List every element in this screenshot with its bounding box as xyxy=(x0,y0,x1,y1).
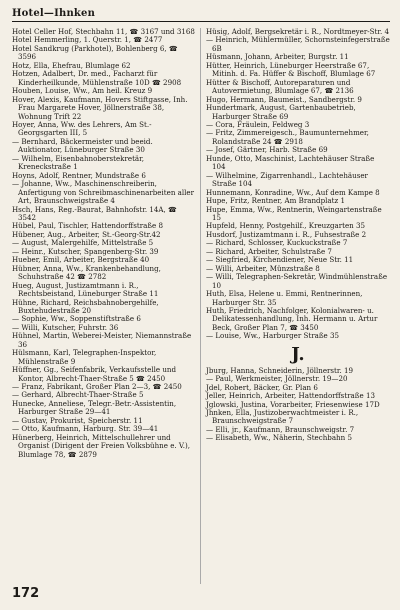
directory-entry: Hübner, Anna, Ww., Krankenbehandlung, Schuhstraße 42 ☎ 2782 xyxy=(12,263,161,282)
directory-entry: — Fritz, Zimmereigesch., Baumunternehmer, Rolandstraße 24 ☎ 2918 xyxy=(206,128,369,146)
directory-entry: Huth, Elsa, Helene u. Emmi, Rentnerinnen, Harburger Str. 35 xyxy=(206,289,363,307)
directory-entry: Hühne, Richard, Reichsbahnobergehilfe, Buxtehudestraße 20 xyxy=(12,297,159,315)
directory-entry: Hotz, Ella, Ehefrau, Blumlage 62 xyxy=(12,60,131,70)
column-divider xyxy=(200,28,201,584)
directory-entry: Houben, Louise, Ww., Am heil. Kreuz 9 xyxy=(12,86,153,96)
directory-entry: Hütter, Heinrich, Lüneburger Heerstraße 67, Mitinh. d. Fa. Hüffer & Bischoff, Blumlage 67 xyxy=(206,60,376,79)
directory-entry: Hüsmann, Johann, Arbeiter, Burgstr. 11 xyxy=(206,52,349,62)
directory-entry: Husdorf, Justizamtmann i. R., Fuhsestraße 2 xyxy=(206,229,367,239)
directory-entry: Hupfeld, Henny, Postgehilf., Kreuzgarten 35 xyxy=(206,221,366,231)
directory-entry: Jglowski, Justina, Vorarbeiter, Friesenwiese 17D xyxy=(206,399,380,409)
directory-entry: Hupe, Fritz, Rentner, Am Brandplatz 1 xyxy=(206,196,345,206)
directory-entry: Jdel, Robert, Bäcker, Gr. Plan 6 xyxy=(206,382,318,392)
directory-entry: — Willi, Kutscher, Fuhrstr. 36 xyxy=(12,322,119,332)
directory-entry: Hoyer, Anna, Ww. des Lehrers, Am St.-Georgsgarten III, 5 xyxy=(12,119,152,138)
directory-entry: Hoyns, Adolf, Rentner, Mundstraße 6 xyxy=(12,170,146,180)
directory-entry: — Willi, Telegraphen-Sekretär, Windmühlenstraße 10 xyxy=(206,272,388,290)
directory-entry: Hunecke, Anneliese, Telegr.-Betr.-Assistentin, Harburger Straße 29—41 xyxy=(12,398,177,417)
directory-entry: — Siegfried, Kirchendiener, Neue Str. 11 xyxy=(206,255,354,265)
directory-entry: Hupe, Emma, Ww., Rentnerin, Weingartenstraße 15 xyxy=(206,204,382,222)
directory-entry: — Sophie, Ww., Soppenstiftstraße 6 xyxy=(12,314,141,324)
directory-entry: Jeller, Heinrich, Arbeiter, Hattendorffstraße 13 xyxy=(206,391,375,401)
directory-entry: Hütter & Bischoff, Autoreparaturen und Autovermietung, Blumlage 67, ☎ 2136 xyxy=(206,77,354,96)
directory-entry: — Willi, Arbeiter, Münzstraße 8 xyxy=(206,263,320,273)
directory-entry: Hülsmann, Karl, Telegraphen-Inspektor, Mühlenstraße 9 xyxy=(12,348,157,366)
directory-entry: — Wilhelmine, Zigarrenhandl., Lachtehäuser Straße 104 xyxy=(206,170,368,189)
directory-entry: — Heinrich, Mühlermüller, Schornsteinfegerstraße 6B xyxy=(206,35,390,53)
directory-entry: Hunde, Otto, Maschinist, Lachtehäuser Straße 104 xyxy=(206,153,375,172)
directory-entry: — Bernhard, Bäckermeister und beeid. Auktionator, Lüneburger Straße 30 xyxy=(12,136,153,155)
directory-entry: Hugo, Hermann, Baumeist., Sandbergstr. 9 xyxy=(206,94,362,104)
left-column xyxy=(12,28,196,459)
directory-entry: — Paul, Werkmeister, Jöllnerstr. 19—20 xyxy=(206,374,348,384)
right-column-j-entries xyxy=(206,367,390,443)
directory-entry: Hünerberg, Heinrich, Mittelschullehrer und Organist (Dirigent der Freien Volksbühne e. V.), Blumlage 78, ☎ 2879 xyxy=(12,432,191,459)
directory-entry: — Richard, Arbeiter, Schulstraße 7 xyxy=(206,246,332,256)
directory-entry: Hover, Alexis, Kaufmann, Hovers Stiftgasse, Inh. Frau Margarete Hover, Jöllnerstraße 38, Wohnung Trift 22 xyxy=(12,94,188,121)
directory-entry: Hundertmark, August, Gartenbaubetrieb, Harburger Straße 69 xyxy=(206,103,356,121)
directory-entry: Hotel Hemmerling, 1. Querstr. 1, ☎ 2477 xyxy=(12,35,163,45)
directory-entry: Jhnken, Ella, Justizoberwachtmeister i. R., Braunschweigstraße 7 xyxy=(206,408,359,426)
directory-entry: — Johanne, Ww., Maschinenschreiberin, Anfertigung von Schreibmaschinenarbeiten aller Art, Braunschweigstraße 4 xyxy=(12,179,194,206)
directory-entry: Hübel, Paul, Tischler, Hattendorffstraße 8 xyxy=(12,221,164,231)
directory-entry: Hueg, August, Justizamtmann i. R., Rechtsbeistand, Lüneburger Straße 11 xyxy=(12,280,159,299)
directory-entry: — Heinr., Kutscher, Spangenberg-Str. 39 xyxy=(12,246,159,256)
directory-entry: — Gustav, Prokurist, Speicherstr. 11 xyxy=(12,415,143,425)
section-letter: J. xyxy=(291,343,305,365)
directory-columns xyxy=(12,28,390,588)
right-column xyxy=(206,28,390,443)
directory-entry: — August, Malergehilfe, Mittelstraße 5 xyxy=(12,238,154,248)
directory-entry: — Otto, Kaufmann, Harburg. Str. 39—41 xyxy=(12,424,159,434)
directory-entry: Jburg, Hanna, Schneiderin, Jöllnerstr. 19 xyxy=(206,365,354,375)
directory-entry: Hotel Sandkrug (Parkhotel), Bohlenberg 6, ☎ 3596 xyxy=(12,43,178,62)
directory-entry: Hüsig, Adolf, Bergsekretär i. R., Nordtmeyer-Str. 4 xyxy=(206,27,390,36)
directory-entry: Hübener, Aug., Arbeiter, St.-Georg-Str.42 xyxy=(12,229,161,239)
directory-entry: Hühnel, Martin, Weberei-Meister, Niemannstraße 36 xyxy=(12,331,192,349)
directory-entry: Hunnemann, Konradine, Ww., Auf dem Kampe 8 xyxy=(206,187,380,197)
directory-entry: Hsch, Hans, Reg.-Baurat, Bahnhofstr. 14A, ☎ 3542 xyxy=(12,204,177,222)
directory-entry: — Cora, Fräulein, Feldweg 3 xyxy=(206,119,310,129)
directory-entry: Huth, Friedrich, Nachfolger, Kolonialwaren- u. Delikatessenhandlung, Inh. Hermann u. Artur Beck, Großer Plan 7, ☎ 3450 xyxy=(206,305,378,332)
directory-entry: — Josef, Gärtner, Harb. Straße 69 xyxy=(206,145,328,155)
directory-entry: — Wilhelm, Eisenbahnoberstekretär, Kreneckstraße 1 xyxy=(12,153,145,172)
directory-entry: — Franz, Fabrikant, Großer Plan 2—3, ☎ 2450 xyxy=(12,382,182,392)
directory-entry: — Louise, Ww., Harburger Straße 35 xyxy=(206,331,340,341)
directory-entry: — Gerhard, Albrecht-Thaer-Straße 5 xyxy=(12,390,144,400)
directory-entry: — Richard, Schlosser, Kuckuckstraße 7 xyxy=(206,238,348,248)
directory-entry: Hueber, Emil, Arbeiter, Bergstraße 40 xyxy=(12,255,150,265)
page-number: 172 xyxy=(12,586,40,601)
running-header: Hotel—Ihnken xyxy=(12,8,390,22)
directory-entry: — Elli, jr., Kaufmann, Braunschweigstr. 7 xyxy=(206,424,355,434)
right-column-entries xyxy=(206,28,390,341)
directory-entry: — Elisabeth, Ww., Näherin, Stechbahn 5 xyxy=(206,433,352,443)
directory-entry: Hotel Celler Hof, Stechbahn 11, ☎ 3167 und 3168 xyxy=(12,27,195,36)
directory-entry: Hüffner, Gg., Seifenfabrik, Verkaufsstelle und Kontor, Albrecht-Thaer-Straße 5 ☎ 2450 xyxy=(12,365,177,383)
directory-entry: Hotzen, Adalbert, Dr. med., Facharzt für Kinderheilkunde, Mühlenstraße 10D ☎ 2908 xyxy=(12,69,182,87)
